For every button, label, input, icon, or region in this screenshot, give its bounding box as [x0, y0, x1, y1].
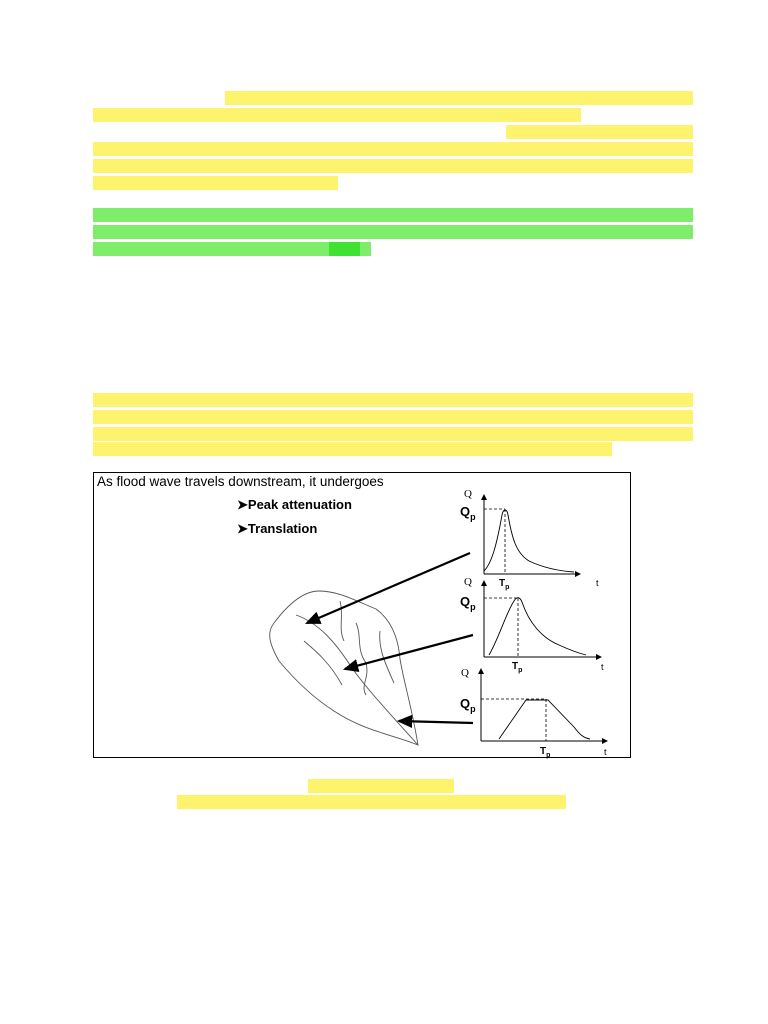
downstream-hydrograph	[481, 669, 607, 741]
redacted-caption-line	[308, 779, 454, 793]
axis-x-label: t	[601, 662, 604, 672]
redacted-line	[93, 442, 612, 456]
peak-time-label: $T_p$	[512, 661, 523, 674]
redacted-line	[93, 225, 693, 239]
redacted-line	[93, 427, 693, 441]
redacted-line	[93, 393, 693, 407]
catchment-drawing	[270, 591, 418, 745]
axis-y-label: Q	[464, 488, 472, 500]
peak-discharge-label: $Q_p$	[460, 504, 476, 522]
peak-discharge-label: $Q_p$	[460, 594, 476, 612]
redacted-line	[93, 142, 693, 156]
axis-y-label: Q	[461, 667, 469, 679]
figure-drawing	[94, 473, 632, 759]
redacted-caption-line	[177, 795, 566, 809]
redacted-line	[225, 91, 693, 105]
redacted-line	[93, 410, 693, 424]
tributary	[304, 641, 342, 685]
tributary	[356, 623, 367, 695]
pointer-arrow	[345, 635, 473, 669]
arrowhead-bullet-icon: ➤	[237, 521, 248, 536]
midstream-hydrograph	[484, 581, 601, 657]
arrowhead-bullet-icon: ➤	[237, 497, 248, 512]
peak-time-label: $T_p$	[499, 578, 510, 591]
redacted-line-emphasis	[329, 242, 360, 256]
redacted-line	[93, 108, 581, 122]
upstream-hydrograph	[484, 495, 580, 574]
axis-y-label: Q	[464, 576, 472, 588]
redacted-line	[93, 176, 338, 190]
axis-x-label: t	[604, 747, 607, 757]
pointer-arrow	[399, 721, 473, 723]
redacted-line	[93, 208, 693, 222]
peak-discharge-label: $Q_p$	[460, 696, 476, 714]
redacted-line	[506, 125, 693, 139]
axis-x-label: t	[596, 578, 599, 588]
main-river	[296, 615, 418, 745]
peak-time-label: $T_p$	[540, 746, 551, 759]
redacted-line	[93, 159, 693, 173]
catchment-outline	[270, 591, 418, 745]
figure-title: As flood wave travels downstream, it undergoes	[97, 474, 384, 489]
bullet-translation: ➤Translation	[237, 521, 318, 536]
bullet-peak-attenuation: ➤Peak attenuation	[237, 497, 352, 512]
flood-wave-figure	[93, 472, 631, 758]
pointer-arrow	[307, 553, 470, 623]
